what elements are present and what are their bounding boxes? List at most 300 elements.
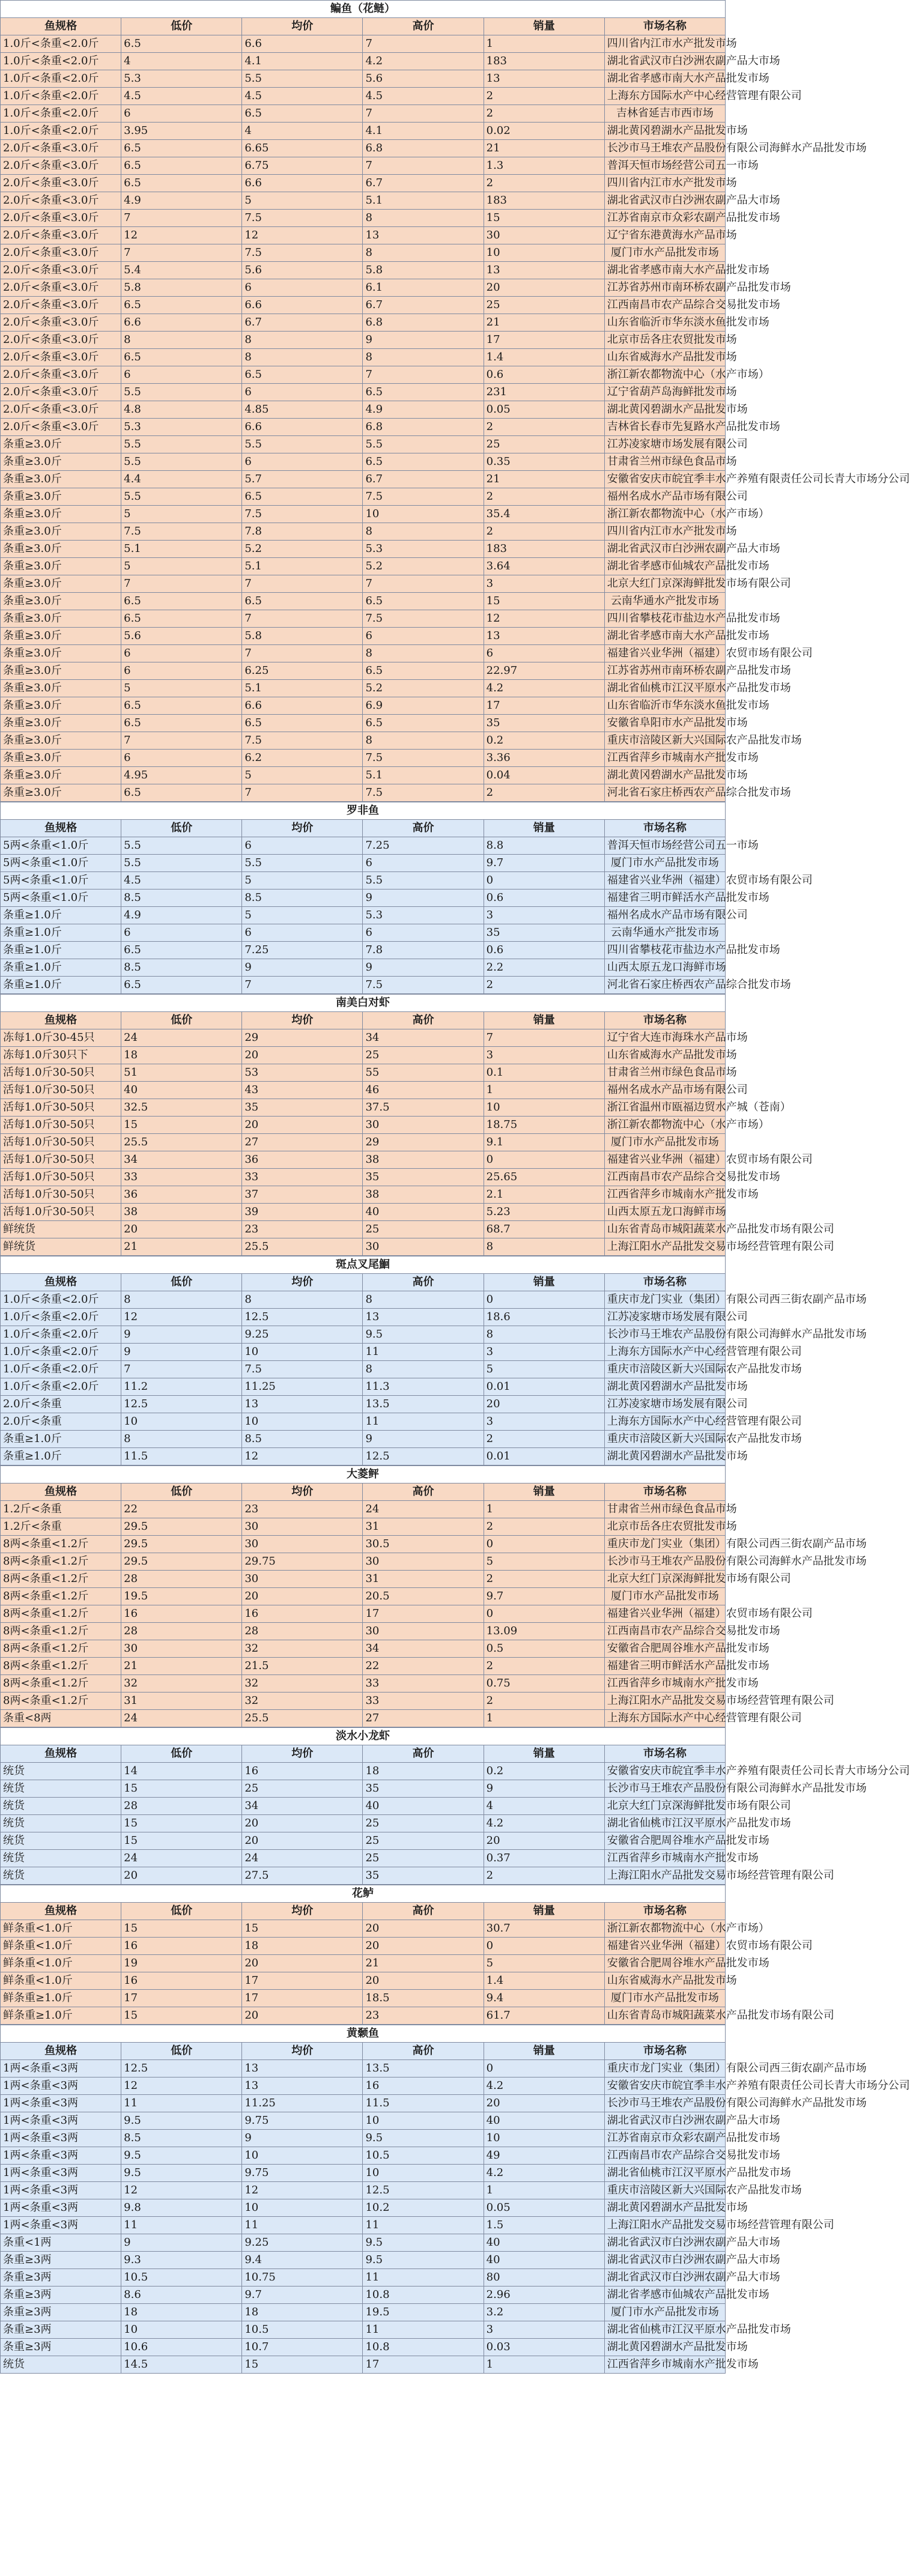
- market-cell: 云南华通水产批发市场: [604, 924, 725, 942]
- volume-cell: 1.5: [484, 2217, 604, 2234]
- avg-price-header: 均价: [242, 1483, 363, 1501]
- avg-price-cell: 5.7: [242, 471, 363, 488]
- spec-cell: 1.0斤<条重<2.0斤: [1, 1326, 121, 1344]
- volume-cell: 15: [484, 210, 604, 227]
- market-cell: 厦门市水产品批发市场: [604, 1588, 725, 1605]
- volume-cell: 1: [484, 2182, 604, 2199]
- low-price-cell: 12: [121, 227, 242, 244]
- market-cell: 安徽省阜阳市水产品批发市场: [604, 715, 725, 732]
- market-cell: 四川省内江市水产批发市场: [604, 523, 725, 541]
- low-price-cell: 7: [121, 1361, 242, 1378]
- market-cell: 北京大红门京深海鲜批发市场有限公司: [604, 1798, 725, 1815]
- species-title: 斑点叉尾鮰: [1, 1256, 726, 1274]
- avg-price-cell: 18: [242, 1938, 363, 1955]
- table-row: [1, 1588, 726, 1605]
- spec-cell: 2.0斤<条重<3.0斤: [1, 157, 121, 175]
- high-price-cell: 30: [363, 1238, 484, 1256]
- volume-cell: 2: [484, 1693, 604, 1710]
- high-price-cell: 6.5: [363, 662, 484, 680]
- low-price-cell: 6.5: [121, 35, 242, 53]
- market-cell: 重庆市龙门实业（集团）有限公司西三街农副产品市场: [604, 2060, 725, 2077]
- avg-price-cell: 13: [242, 1396, 363, 1413]
- high-price-cell: 9.5: [363, 1326, 484, 1344]
- table-row: [1, 662, 726, 680]
- market-header: 市场名称: [604, 1483, 725, 1501]
- market-cell: 云南华通水产批发市场: [604, 593, 725, 610]
- avg-price-cell: 7.25: [242, 942, 363, 959]
- market-cell: 上海江阳水产品批发交易市场经营管理有限公司: [604, 2217, 725, 2234]
- high-price-cell: 30: [363, 1553, 484, 1571]
- spec-cell: 1.0斤<条重<2.0斤: [1, 88, 121, 105]
- high-price-cell: 11: [363, 1344, 484, 1361]
- market-cell: 四川省内江市水产批发市场: [604, 35, 725, 53]
- avg-price-cell: 6: [242, 837, 363, 855]
- avg-price-cell: 5.5: [242, 70, 363, 88]
- table-row: [1, 1990, 726, 2007]
- high-price-cell: 25: [363, 1815, 484, 1832]
- table-row: [1, 123, 726, 140]
- high-price-cell: 5.5: [363, 436, 484, 453]
- avg-price-cell: 5.8: [242, 628, 363, 645]
- spec-cell: 条重≥3.0斤: [1, 488, 121, 506]
- high-price-header: 高价: [363, 1903, 484, 1920]
- avg-price-cell: 36: [242, 1151, 363, 1169]
- table-row: [1, 2321, 726, 2339]
- high-price-cell: 11: [363, 2269, 484, 2287]
- low-price-cell: 9.5: [121, 2165, 242, 2182]
- spec-cell: 鲜条重≥1.0斤: [1, 2007, 121, 2025]
- avg-price-cell: 23: [242, 1501, 363, 1518]
- market-cell: 甘肃省兰州市绿色食品市场: [604, 1064, 725, 1082]
- table-row: [1, 2304, 726, 2321]
- high-price-cell: 7.5: [363, 610, 484, 628]
- volume-cell: 2: [484, 1658, 604, 1675]
- avg-price-cell: 7: [242, 610, 363, 628]
- table-row: [1, 1710, 726, 1727]
- volume-cell: 9.4: [484, 1990, 604, 2007]
- avg-price-cell: 10: [242, 2199, 363, 2217]
- low-price-cell: 5.5: [121, 436, 242, 453]
- low-price-cell: 21: [121, 1658, 242, 1675]
- spec-cell: 活每1.0斤30-50只: [1, 1169, 121, 1186]
- spec-cell: 2.0斤<条重<3.0斤: [1, 384, 121, 401]
- market-cell: 湖北黄冈碧湖水产品批发市场: [604, 2199, 725, 2217]
- high-price-cell: 5.2: [363, 558, 484, 575]
- spec-cell: 2.0斤<条重<3.0斤: [1, 349, 121, 366]
- low-price-cell: 15: [121, 2007, 242, 2025]
- table-row: [1, 1448, 726, 1465]
- market-cell: 普洱天恒市场经营公司五一市场: [604, 837, 725, 855]
- market-cell: 山东省青岛市城阳蔬菜水产品批发市场有限公司: [604, 2007, 725, 2025]
- avg-price-cell: 25: [242, 1780, 363, 1798]
- low-price-cell: 16: [121, 1972, 242, 1990]
- table-row: [1, 1361, 726, 1378]
- market-cell: 浙江新农都物流中心（水产市场）: [604, 366, 725, 384]
- market-cell: 厦门市水产品批发市场: [604, 244, 725, 262]
- volume-cell: 3: [484, 1047, 604, 1064]
- header-row: [1, 1274, 726, 1291]
- spec-cell: 2.0斤<条重<3.0斤: [1, 297, 121, 314]
- low-price-header: 低价: [121, 1745, 242, 1763]
- table-row: [1, 175, 726, 192]
- table-row: [1, 575, 726, 593]
- spec-cell: 2.0斤<条重<3.0斤: [1, 279, 121, 297]
- spec-cell: 8两<条重<1.2斤: [1, 1571, 121, 1588]
- market-cell: 上海江阳水产品批发交易市场经营管理有限公司: [604, 1693, 725, 1710]
- high-price-cell: 8: [363, 523, 484, 541]
- volume-cell: 40: [484, 2252, 604, 2269]
- low-price-cell: 11.5: [121, 1448, 242, 1465]
- volume-cell: 12: [484, 610, 604, 628]
- market-cell: 江苏省苏州市南环桥农副产品批发市场: [604, 279, 725, 297]
- avg-price-cell: 37: [242, 1186, 363, 1204]
- volume-cell: 183: [484, 541, 604, 558]
- table-row: [1, 2077, 726, 2095]
- market-cell: 湖北省武汉市白沙洲农副产品大市场: [604, 2112, 725, 2130]
- volume-cell: 0.02: [484, 123, 604, 140]
- spec-header: 鱼规格: [1, 1274, 121, 1291]
- spec-cell: 条重≥1.0斤: [1, 977, 121, 994]
- header-row: [1, 1745, 726, 1763]
- market-cell: 四川省攀枝花市盐边水产品批发市场: [604, 610, 725, 628]
- avg-price-cell: 20: [242, 1588, 363, 1605]
- spec-cell: 条重≥3.0斤: [1, 541, 121, 558]
- avg-price-cell: 10: [242, 2147, 363, 2165]
- avg-price-cell: 33: [242, 1169, 363, 1186]
- low-price-cell: 15: [121, 1117, 242, 1134]
- avg-price-cell: 9.75: [242, 2112, 363, 2130]
- table-row: [1, 1623, 726, 1640]
- high-price-cell: 6.8: [363, 314, 484, 332]
- header-row: [1, 1903, 726, 1920]
- high-price-cell: 38: [363, 1186, 484, 1204]
- volume-cell: 2: [484, 977, 604, 994]
- avg-price-cell: 5.6: [242, 262, 363, 279]
- low-price-cell: 8.5: [121, 889, 242, 907]
- avg-price-cell: 12: [242, 1448, 363, 1465]
- low-price-cell: 5.5: [121, 488, 242, 506]
- high-price-cell: 18.5: [363, 1990, 484, 2007]
- volume-cell: 3: [484, 575, 604, 593]
- low-price-cell: 17: [121, 1990, 242, 2007]
- spec-cell: 条重≥3两: [1, 2287, 121, 2304]
- avg-price-cell: 28: [242, 1623, 363, 1640]
- volume-cell: 3.64: [484, 558, 604, 575]
- market-cell: 北京市岳各庄农贸批发市场: [604, 332, 725, 349]
- market-cell: 福建省兴业华洲（福建）农贸市场有限公司: [604, 645, 725, 662]
- high-price-cell: 6: [363, 628, 484, 645]
- table-row: [1, 384, 726, 401]
- avg-price-cell: 6.5: [242, 366, 363, 384]
- spec-cell: 鲜条重<1.0斤: [1, 1938, 121, 1955]
- market-cell: 浙江新农都物流中心（水产市场）: [604, 506, 725, 523]
- high-price-cell: 22: [363, 1658, 484, 1675]
- low-price-cell: 6.5: [121, 593, 242, 610]
- low-price-cell: 15: [121, 1832, 242, 1850]
- avg-price-cell: 10.75: [242, 2269, 363, 2287]
- low-price-cell: 5.4: [121, 262, 242, 279]
- species-title: 大菱鲆: [1, 1466, 726, 1483]
- avg-price-cell: 7: [242, 784, 363, 802]
- low-price-cell: 6: [121, 645, 242, 662]
- table-row: [1, 1955, 726, 1972]
- market-header: 市场名称: [604, 1274, 725, 1291]
- volume-cell: 2: [484, 1431, 604, 1448]
- volume-cell: 10: [484, 244, 604, 262]
- volume-cell: 8: [484, 1326, 604, 1344]
- market-cell: 福州名成水产品市场有限公司: [604, 488, 725, 506]
- volume-cell: 4.2: [484, 1815, 604, 1832]
- volume-cell: 0: [484, 1151, 604, 1169]
- high-price-cell: 12.5: [363, 2182, 484, 2199]
- spec-cell: 统货: [1, 1867, 121, 1885]
- high-price-cell: 7: [363, 366, 484, 384]
- species-table: [0, 1465, 867, 1727]
- market-cell: 安徽省安庆市皖宜季丰水产养殖有限责任公司长青大市场分公司: [604, 471, 725, 488]
- low-price-cell: 12.5: [121, 1396, 242, 1413]
- spec-cell: 统货: [1, 1798, 121, 1815]
- species-title-row: [1, 1885, 726, 1903]
- high-price-cell: 6: [363, 855, 484, 872]
- spec-cell: 8两<条重<1.2斤: [1, 1623, 121, 1640]
- market-cell: 湖北黄冈碧湖水产品批发市场: [604, 1378, 725, 1396]
- market-cell: 福建省三明市鲜活水产品批发市场: [604, 1658, 725, 1675]
- volume-cell: 3.36: [484, 750, 604, 767]
- market-cell: 长沙市马王堆农产品股份有限公司海鲜水产品批发市场: [604, 2095, 725, 2112]
- table-row: [1, 1344, 726, 1361]
- high-price-cell: 18: [363, 1763, 484, 1780]
- avg-price-header: 均价: [242, 1903, 363, 1920]
- species-title: 淡水小龙虾: [1, 1728, 726, 1745]
- table-row: [1, 2165, 726, 2182]
- market-cell: 江西省萍乡市城南水产批发市场: [604, 1850, 725, 1867]
- market-cell: 山东省青岛市城阳蔬菜水产品批发市场有限公司: [604, 1221, 725, 1238]
- market-cell: 湖北黄冈碧湖水产品批发市场: [604, 123, 725, 140]
- low-price-cell: 32: [121, 1675, 242, 1693]
- spec-cell: 统货: [1, 1815, 121, 1832]
- market-cell: 江苏凌家塘市场发展有限公司: [604, 1396, 725, 1413]
- high-price-cell: 7: [363, 157, 484, 175]
- spec-cell: 8两<条重<1.2斤: [1, 1553, 121, 1571]
- spec-cell: 8两<条重<1.2斤: [1, 1675, 121, 1693]
- volume-cell: 183: [484, 192, 604, 210]
- table-row: [1, 1798, 726, 1815]
- volume-cell: 0.37: [484, 1850, 604, 1867]
- volume-cell: 2.2: [484, 959, 604, 977]
- low-price-cell: 9.3: [121, 2252, 242, 2269]
- volume-cell: 9.1: [484, 1134, 604, 1151]
- high-price-cell: 25: [363, 1047, 484, 1064]
- market-cell: 湖北省孝感市仙城农产品批发市场: [604, 2287, 725, 2304]
- header-row: [1, 18, 726, 35]
- high-price-cell: 9: [363, 959, 484, 977]
- market-cell: 普洱天恒市场经营公司五一市场: [604, 157, 725, 175]
- spec-cell: 鲜条重<1.0斤: [1, 1920, 121, 1938]
- avg-price-cell: 16: [242, 1605, 363, 1623]
- avg-price-cell: 20: [242, 1955, 363, 1972]
- market-cell: 湖北黄冈碧湖水产品批发市场: [604, 1448, 725, 1465]
- volume-cell: 15: [484, 593, 604, 610]
- volume-cell: 4.2: [484, 2077, 604, 2095]
- volume-cell: 3: [484, 1413, 604, 1431]
- spec-cell: 5两<条重<1.0斤: [1, 855, 121, 872]
- table-row: [1, 419, 726, 436]
- volume-cell: 0: [484, 1536, 604, 1553]
- table-row: [1, 977, 726, 994]
- header-row: [1, 1483, 726, 1501]
- table-row: [1, 1291, 726, 1309]
- low-price-cell: 19.5: [121, 1588, 242, 1605]
- low-price-cell: 22: [121, 1501, 242, 1518]
- high-price-cell: 5.8: [363, 262, 484, 279]
- market-cell: 重庆市龙门实业（集团）有限公司西三街农副产品市场: [604, 1291, 725, 1309]
- avg-price-cell: 5.1: [242, 680, 363, 697]
- low-price-cell: 5.3: [121, 419, 242, 436]
- avg-price-cell: 7.5: [242, 1361, 363, 1378]
- table-row: [1, 436, 726, 453]
- table-row: [1, 1134, 726, 1151]
- avg-price-cell: 20: [242, 1117, 363, 1134]
- market-cell: 江西省萍乡市城南水产批发市场: [604, 750, 725, 767]
- volume-cell: 2: [484, 105, 604, 123]
- table-row: [1, 558, 726, 575]
- market-cell: 江西南昌市农产品综合交易批发市场: [604, 297, 725, 314]
- low-price-cell: 4: [121, 53, 242, 70]
- avg-price-cell: 8.5: [242, 889, 363, 907]
- avg-price-cell: 6.2: [242, 750, 363, 767]
- table-row: [1, 959, 726, 977]
- volume-cell: 1.4: [484, 1972, 604, 1990]
- table-row: [1, 105, 726, 123]
- low-price-cell: 28: [121, 1798, 242, 1815]
- low-price-cell: 40: [121, 1082, 242, 1099]
- volume-cell: 2: [484, 488, 604, 506]
- spec-header: 鱼规格: [1, 820, 121, 837]
- low-price-cell: 5: [121, 680, 242, 697]
- spec-cell: 2.0斤<条重<3.0斤: [1, 244, 121, 262]
- table-row: [1, 1920, 726, 1938]
- table-row: [1, 1658, 726, 1675]
- avg-price-header: 均价: [242, 1745, 363, 1763]
- avg-price-cell: 30: [242, 1518, 363, 1536]
- avg-price-cell: 13: [242, 2077, 363, 2095]
- high-price-cell: 40: [363, 1204, 484, 1221]
- low-price-cell: 16: [121, 1938, 242, 1955]
- low-price-cell: 24: [121, 1850, 242, 1867]
- table-row: [1, 244, 726, 262]
- market-cell: 重庆市涪陵区新大兴国际农产品批发市场: [604, 1431, 725, 1448]
- volume-cell: 0: [484, 2060, 604, 2077]
- spec-header: 鱼规格: [1, 1012, 121, 1029]
- spec-header: 鱼规格: [1, 2043, 121, 2060]
- low-price-cell: 7.5: [121, 523, 242, 541]
- high-price-header: 高价: [363, 18, 484, 35]
- low-price-cell: 11: [121, 2095, 242, 2112]
- volume-cell: 5.23: [484, 1204, 604, 1221]
- avg-price-cell: 6.6: [242, 697, 363, 715]
- spec-cell: 8两<条重<1.2斤: [1, 1640, 121, 1658]
- avg-price-cell: 7: [242, 977, 363, 994]
- volume-cell: 0.04: [484, 767, 604, 784]
- table-row: [1, 750, 726, 767]
- high-price-cell: 11.5: [363, 2095, 484, 2112]
- volume-cell: 10: [484, 2130, 604, 2147]
- low-price-cell: 15: [121, 1780, 242, 1798]
- table-row: [1, 2217, 726, 2234]
- avg-price-header: 均价: [242, 1274, 363, 1291]
- high-price-cell: 9: [363, 1431, 484, 1448]
- table-row: [1, 1431, 726, 1448]
- low-price-cell: 9: [121, 1344, 242, 1361]
- low-price-header: 低价: [121, 1012, 242, 1029]
- table-row: [1, 2095, 726, 2112]
- low-price-cell: 6.5: [121, 610, 242, 628]
- species-title-row: [1, 802, 726, 820]
- table-row: [1, 1571, 726, 1588]
- spec-cell: 条重≥3.0斤: [1, 453, 121, 471]
- spec-cell: 冻每1.0斤30只下: [1, 1047, 121, 1064]
- market-cell: 湖北省武汉市白沙洲农副产品大市场: [604, 2269, 725, 2287]
- volume-cell: 0.35: [484, 453, 604, 471]
- volume-cell: 2: [484, 1571, 604, 1588]
- spec-cell: 2.0斤<条重<3.0斤: [1, 140, 121, 157]
- table-row: [1, 1501, 726, 1518]
- spec-cell: 条重≥1.0斤: [1, 942, 121, 959]
- spec-cell: 2.0斤<条重<3.0斤: [1, 332, 121, 349]
- high-price-cell: 10.2: [363, 2199, 484, 2217]
- volume-cell: 1: [484, 1082, 604, 1099]
- market-cell: 浙江省温州市瓯福边贸水产城（苍南）: [604, 1099, 725, 1117]
- high-price-cell: 9.5: [363, 2234, 484, 2252]
- volume-cell: 4.2: [484, 2165, 604, 2182]
- low-price-cell: 11.2: [121, 1378, 242, 1396]
- spec-cell: 5两<条重<1.0斤: [1, 837, 121, 855]
- spec-cell: 1.0斤<条重<2.0斤: [1, 105, 121, 123]
- avg-price-cell: 20: [242, 2007, 363, 2025]
- avg-price-cell: 6: [242, 279, 363, 297]
- avg-price-cell: 12: [242, 227, 363, 244]
- avg-price-cell: 4: [242, 123, 363, 140]
- volume-cell: 0.6: [484, 942, 604, 959]
- market-cell: 上海东方国际水产中心经营管理有限公司: [604, 1413, 725, 1431]
- avg-price-cell: 25.5: [242, 1238, 363, 1256]
- table-row: [1, 53, 726, 70]
- market-cell: 浙江新农都物流中心（水产市场）: [604, 1117, 725, 1134]
- spec-cell: 1两<条重<3两: [1, 2182, 121, 2199]
- volume-cell: 18.75: [484, 1117, 604, 1134]
- avg-price-cell: 20: [242, 1815, 363, 1832]
- low-price-cell: 7: [121, 575, 242, 593]
- high-price-cell: 20.5: [363, 1588, 484, 1605]
- volume-cell: 0.75: [484, 1675, 604, 1693]
- market-cell: 山东省临沂市华东淡水鱼批发市场: [604, 697, 725, 715]
- low-price-cell: 4.5: [121, 872, 242, 889]
- low-price-header: 低价: [121, 2043, 242, 2060]
- volume-cell: 8.8: [484, 837, 604, 855]
- table-row: [1, 70, 726, 88]
- volume-cell: 1: [484, 2356, 604, 2374]
- avg-price-cell: 6.5: [242, 593, 363, 610]
- high-price-cell: 20: [363, 1938, 484, 1955]
- high-price-cell: 7: [363, 105, 484, 123]
- low-price-cell: 34: [121, 1151, 242, 1169]
- volume-cell: 0.2: [484, 1763, 604, 1780]
- low-price-cell: 51: [121, 1064, 242, 1082]
- high-price-cell: 30: [363, 1623, 484, 1640]
- high-price-cell: 17: [363, 2356, 484, 2374]
- market-cell: 湖北黄冈碧湖水产品批发市场: [604, 767, 725, 784]
- volume-cell: 18.6: [484, 1309, 604, 1326]
